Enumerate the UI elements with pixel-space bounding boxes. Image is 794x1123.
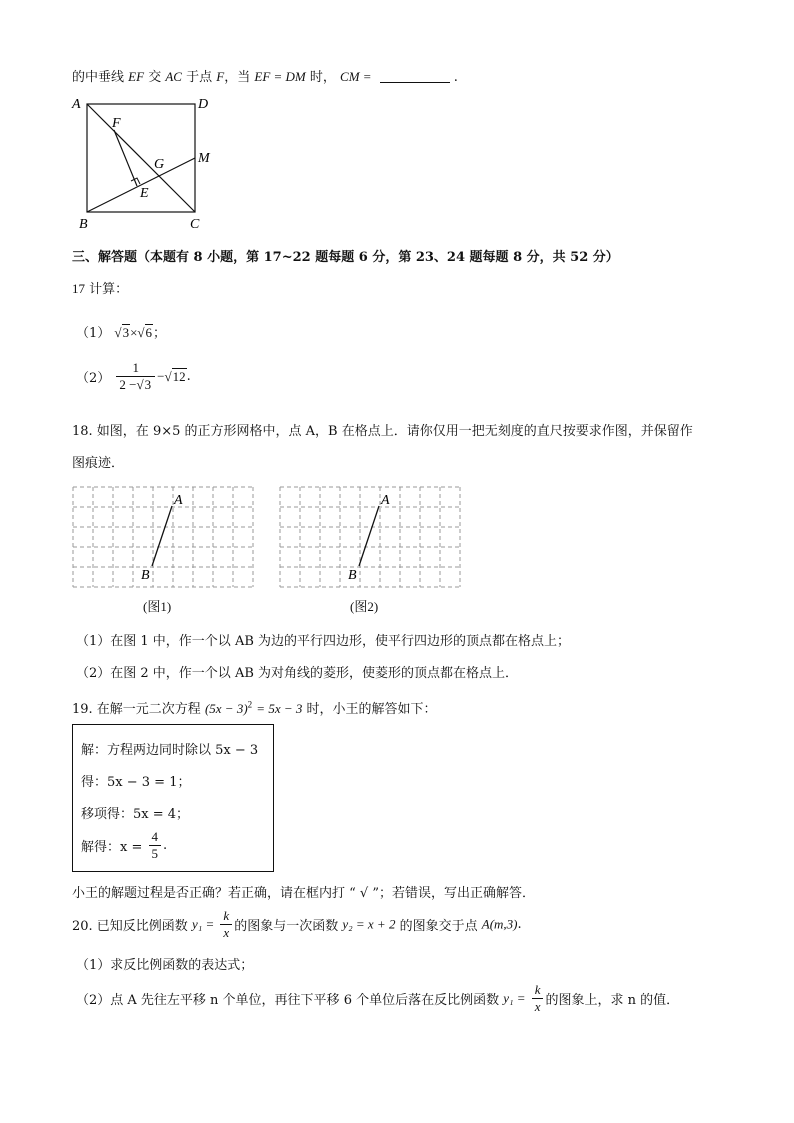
section-3-title: 三、解答题（本题有 8 小题，第 17~22 题每题 6 分，第 23、24 题每题 8 分，共 52 分）: [72, 250, 619, 265]
top-line-mid1: 交: [148, 70, 162, 85]
q18-line1: 18. 如图，在 9×5 的正方形网格中，点 A，B 在格点上．请你仅用一把无刻度的直尺按要求作图，并保留作: [72, 424, 693, 439]
label-m: M: [198, 151, 210, 166]
equation-ef-dm: EF = DM: [254, 69, 306, 84]
q17-part2-label: （2）: [76, 371, 111, 386]
q17-title: [72, 278, 128, 297]
fig2-caption: (图2): [350, 599, 379, 614]
frac-5: 5: [151, 846, 158, 861]
answer-blank: [380, 70, 450, 83]
q20-intro-b: 的图象与一次函数: [234, 919, 339, 934]
frac-k-2: k: [532, 982, 544, 999]
label-d: D: [198, 97, 209, 112]
q17-part1-label: （1）: [76, 326, 111, 341]
top-line-prefix: 的中垂线: [72, 70, 125, 85]
radicand-12: 12: [172, 368, 186, 384]
q20-y1: y₁ =: [191, 916, 215, 932]
top-line: [72, 66, 458, 85]
label-c: C: [190, 217, 200, 232]
q20-part1: （1）求反比例函数的表达式；: [76, 958, 254, 973]
q17-part1-end: ；: [153, 326, 167, 341]
q17-part1: [76, 322, 166, 341]
q20-part2-b: 的图象上，求 n 的值．: [545, 993, 680, 1008]
q20-part2-a: （2）点 A 先往左平移 n 个单位，再往下平移 6 个单位后落在反比例函数: [76, 993, 500, 1008]
times-sign: ×: [130, 325, 138, 340]
radicand-3: 3: [122, 325, 130, 340]
solution-line-3: 移项得：5x = 4；: [81, 807, 190, 822]
top-line-mid3: 时，: [309, 70, 336, 85]
den-sqrt: √3: [136, 377, 152, 392]
frac-4: 4: [149, 829, 162, 846]
q18-line2: 图痕迹．: [72, 456, 125, 471]
solution-box: [72, 724, 274, 872]
q17-part2: [76, 360, 191, 393]
fraction-k-over-x-2: [532, 982, 544, 1015]
q19-intro-a: 19. 在解一元二次方程: [72, 702, 201, 717]
q18-part2: （2）在图 2 中，作一个以 AB 为对角线的菱形，使菱形的顶点都在格点上．: [76, 666, 519, 681]
segment-ef: EF: [128, 69, 145, 84]
label-f: F: [112, 116, 121, 131]
square-figure: [70, 94, 220, 234]
top-line-mid2: 于点: [186, 70, 213, 85]
cm-expression: CM =: [340, 69, 372, 84]
q17-title-text: 计算：: [89, 282, 129, 297]
sqrt-6: √6: [137, 325, 153, 340]
q19-after: 小王的解题过程是否正确？若正确，请在框内打 “ √ ”；若错误，写出正确解答．: [72, 886, 535, 901]
q20-point-a: A(m,3): [481, 916, 518, 932]
fig1-caption: (图1): [143, 599, 172, 614]
fraction-k-over-x: [220, 908, 232, 941]
frac-k: k: [220, 908, 232, 925]
top-line-comma: ，当: [224, 70, 251, 85]
q20-intro-c: 的图象交于点: [399, 919, 478, 934]
label-a: A: [72, 97, 81, 112]
solution-line-2: 得：5x − 3 = 1；: [81, 775, 191, 790]
sqrt-12: √12: [164, 368, 186, 384]
q20-part2: [76, 982, 679, 1015]
minus-sign: −: [157, 368, 165, 384]
q20-intro: [72, 908, 522, 941]
grid2-label-a: A: [381, 493, 390, 508]
q17-number: 17: [72, 281, 85, 296]
grid1-label-a: A: [174, 493, 183, 508]
solution-line-4-prefix: 解得：x =: [81, 840, 143, 855]
q19-intro: [72, 698, 437, 717]
q19-exponent: 2: [247, 699, 253, 710]
top-line-end: .: [453, 70, 458, 85]
solution-line-4: [81, 829, 167, 862]
frac-numerator: 1: [116, 360, 155, 377]
point-f: F: [216, 69, 225, 84]
fraction-4-5: [149, 829, 162, 862]
grid-figure-2: [279, 486, 461, 590]
sqrt-3: √3: [114, 325, 130, 340]
fraction-1-over: [116, 360, 155, 393]
q20-intro-a: 20. 已知反比例函数: [72, 919, 188, 934]
q17-part2-end: .: [186, 369, 191, 384]
q18-part1: （1）在图 1 中，作一个以 AB 为边的平行四边形，使平行四边形的顶点都在格点上；: [76, 634, 571, 649]
solution-line-4-end: .: [163, 838, 168, 853]
frac-x: x: [223, 925, 230, 940]
radicand-6: 6: [145, 325, 153, 340]
grid1-label-b: B: [141, 568, 150, 583]
frac-x-2: x: [534, 999, 541, 1014]
den-radicand: 3: [144, 377, 152, 392]
label-g: G: [154, 157, 165, 172]
segment-ac: AC: [165, 69, 182, 84]
q19-intro-b: 时，小王的解答如下：: [306, 702, 437, 717]
frac-denominator: [116, 377, 155, 393]
label-b: B: [79, 217, 88, 232]
q19-equation-right: = 5x − 3: [256, 701, 303, 716]
q20-intro-end: .: [517, 917, 522, 932]
q19-equation-left: (5x − 3): [204, 701, 248, 716]
q20-part2-y1: y₁ =: [503, 990, 526, 1006]
label-e: E: [140, 186, 149, 201]
grid-figure-1: [72, 486, 254, 590]
solution-line-1: 解：方程两边同时除以 5x − 3: [81, 743, 259, 758]
den-part: 2 −: [119, 377, 137, 392]
q20-y2: y₂ = x + 2: [342, 916, 396, 932]
grid2-label-b: B: [348, 568, 357, 583]
